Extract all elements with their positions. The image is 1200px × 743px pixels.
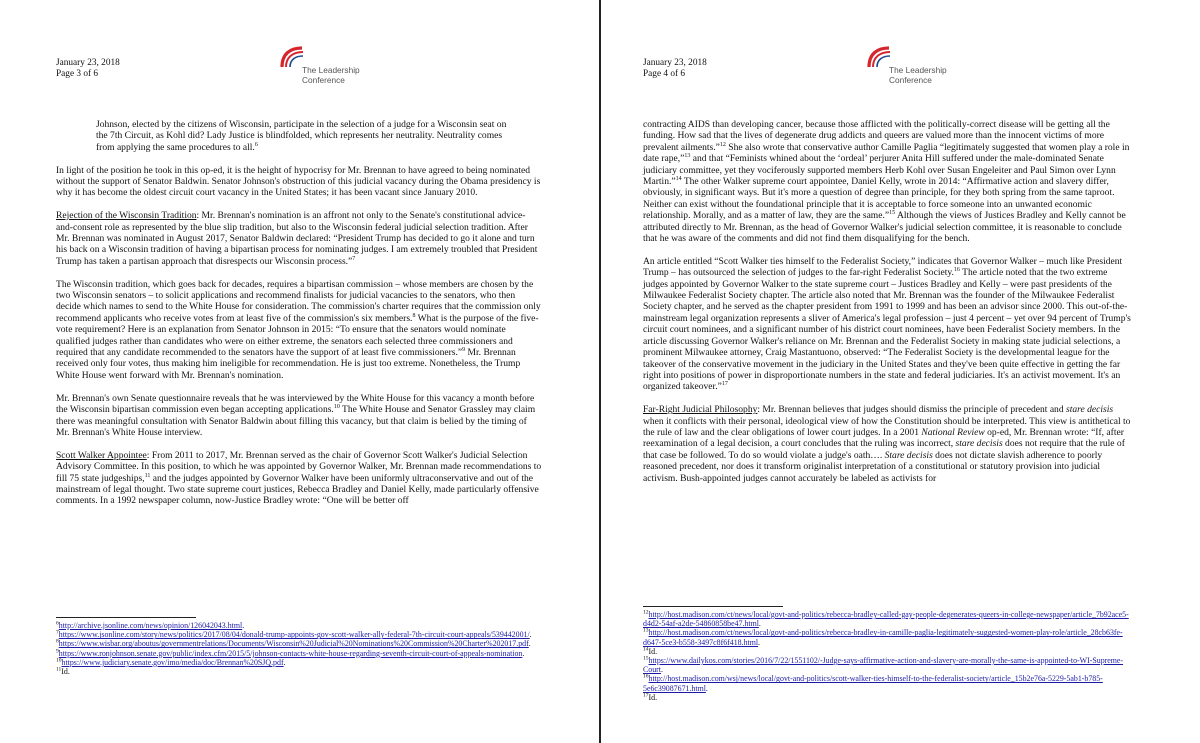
footnote-ref: 12 [719,141,726,148]
paragraph: Rejection of the Wisconsin Tradition: Mr. Brennan's nomination is an affront not only to the Senate's constitutional advice-and-consent role as represented by the blue slip tradition, but also to the Wisconsin federal judicial selection tradition. After Mr. Brennan was nominated in August 2017, Senator Baldwin declared: “President Trump has decided to go it alone and turn his back on a Wisconsin tradition of having a bipartisan process for nominating judges. I am extremely troubled that President Trump has taken a partisan approach that disrespects our Wisconsin process.”$^7$ [56,210,538,267]
page-divider [599,0,601,743]
logo-text [889,66,947,85]
page-body [643,119,1131,495]
footnote: $^{14}$Id. [643,646,658,656]
footnote-link[interactable]: https://www.dailykos.com/stories/2016/7/22/1551102/-Judge-says-affirmative-action-and-slavery-are-morally-the-same-is-appointed-to-WI-Supreme-Court [643,656,1124,675]
footnote-ref: 10 [333,403,340,410]
footnote-ref: 8 [412,312,416,319]
footnote-rule [56,617,196,618]
footnote-link[interactable]: https://www.judiciary.senate.gov/imo/media/doc/Brennan%20SJQ.pdf [61,657,284,667]
footnote: $^6$http://archive.jsonline.com/news/opinion/126042043.html. [56,620,245,630]
footnote-ref: 7 [352,255,356,262]
page-header [56,58,120,80]
footnote-link[interactable]: https://www.ronjohnson.senate.gov/public/index.cfm/2015/5/johnson-contacts-white-house-regarding-seventh-circuit-court-of-appeals-nomination [58,648,523,658]
header-date: January 23, 2018 [56,58,120,68]
paragraph: contracting AIDS than developing cancer, because those afflicted with the politically-correct disease will be getting all the funding. How sad that the lives of degenerate drug addicts and queers are valued more than the innocent victims of more prevalent ailments.”$^{12}$ She also wrote that conservative author Camille Paglia “legitimately suggested that women play a role in date rape,”$^{13}$ and that “Feminists whined about the ‘ordeal’ perjurer Anita Hill suffered under the male-dominated Senate judiciary committee, yet they vociferously supported members Herb Kohl over Susan Engeleiter and Paul Simon over Lynn Martin.”$^{14}$ The other Walker supreme court appointee, Daniel Kelly, wrote in 2014: “Affirmative action and slavery differ, obviously, in significant ways. But it's more a question of degree than principle, for they both spring from the same taproot. Neither can exist without the foundational principle that it is acceptable to force someone into an unwanted economic relationship. Morally, and as a matter of law, they are the same.”$^{15}$ Although the views of Justices Bradley and Kelly cannot be attributed directly to Mr. Brennan, as the head of Governor Walker's judicial selection committee, it is reasonable to conclude that he was aware of the comments and did not find them disqualifying for the bench. [643,119,1130,245]
document-page-4 [643,0,1131,743]
logo-line-2: Conference [889,74,932,85]
leadership-conference-logo [863,45,973,89]
footnote: $^7$https://www.jsonline.com/story/news/politics/2017/08/04/donald-trump-appoints-gov-scott-walker-ally-federal-7th-circuit-court-appeals/539442001/. [56,629,532,640]
footnote: $^{12}$http://host.madison.com/ct/news/local/govt-and-politics/rebecca-bradley-called-gay-people-degenerates-queers-in-college-newspaper/article_7b92ace5-d4d2-54af-a2de-54860858be47.html. [643,609,1129,629]
paragraph: Scott Walker Appointee: From 2011 to 2017, Mr. Brennan served as the chair of Governor Scott Walker's Judicial Selection Advisory Committee. In this position, to which he was appointed by Governor Walker, Mr. Brennan made recommendations to fill 75 state judgeships,$^{11}$ and the judges appointed by Governor Walker have been uniformly ultraconservative and out of the mainstream of legal thought. Two state supreme court justices, Rebecca Bradley and Daniel Kelly, made particularly offensive comments. In a 1992 newspaper column, now-Justice Bradley wrote: “One will be better off [56,449,542,507]
paragraph: Far-Right Judicial Philosophy: Mr. Brennan believes that judges should dismiss the principle of precedent and stare decisis when it conflicts with their personal, ideological view of how the Constitution should be interpreted. This view is antithetical to the rule of law and the clear obligations of lower court judges. In a 2001 National Review op-ed, Mr. Brennan wrote: “If, after reexamination of a legal decision, a court concludes that the ruling was incorrect, stare decisis does not require that the rule of that case be followed. To do so would violate a judge's oath…. Stare decisis does not dictate slavish adherence to poorly reasoned precedent, nor does it transform originalist interpretation of a constitutional or statutory provision into judicial activism. Bush-appointed judges cannot accurately be labeled as activists for [643,404,1131,484]
footnote: $^{11}$Id. [56,666,70,677]
footnote-ref: 11 [144,472,151,479]
footnote-link[interactable]: http://host.madison.com/wsj/news/local/govt-and-politics/scott-walker-ties-himself-to-the-federalist-society/article_15b2e76a-5229-5ab1-b785-5e6c39087671.html [643,674,1103,693]
footnote: $^{13}$http://host.madison.com/ct/news/local/govt-and-politics/rebecca-bradley-in-camille-paglia-legitimately-suggested-women-play-role/article_28cb63fe-d647-5ce3-b558-3497c8f6f418.html. [643,627,1123,647]
paragraph: The Wisconsin tradition, which goes back for decades, requires a bipartisan commission – whose members are chosen by the two Wisconsin senators – to solicit applications and recommend finalists for judicial vacancies to the senators, who then decide which names to send to the White House for consideration. The commission's charter requires that the commission only recommend applicants who receive votes from at least five of the commission's six members.$^8$ What is the purpose of the five-vote requirement? Here is an explanation from Senator Johnson in 2015: “To ensure that the senators would nominate qualified judges rather than candidates who were on either extreme, the senators each selected three commissioners and required that any candidate recommended to the senators have the support of at least five commissioners.”$^9$ Mr. Brennan received only four votes, thus making him ineligible for recommendation. He is just too extreme. Nonetheless, the Trump White House went forward with Mr. Brennan's nomination. [56,278,541,381]
paragraph: Mr. Brennan's own Senate questionnaire reveals that he was interviewed by the White House for this vacancy a month before the Wisconsin bipartisan commission even began accepting applications.$^{10}$ The White House and Senator Grassley may claim there was meaningful consultation with Senator Baldwin about filling this vacancy, but that claim is belied by the timing of Mr. Brennan's White House interview. [56,392,536,438]
footnote-ref: 6 [254,141,258,148]
footnote-ref: 14 [675,175,682,182]
footnote-link[interactable]: https://www.wisbar.org/aboutus/governmentrelations/Documents/Wisconsin%20Judicial%20Nominations%20Commission%20Charter%202017.pdf [58,639,529,649]
footnote-ref: 13 [684,153,691,160]
footnote: $^{10}$https://www.judiciary.senate.gov/imo/media/doc/Brennan%20SJQ.pdf. [56,657,286,667]
footnote: $^8$https://www.wisbar.org/aboutus/governmentrelations/Documents/Wisconsin%20Judicial%20Nominations%20Commission%20Charter%202017.pdf. [56,638,531,649]
footnote-ref: 16 [953,267,960,274]
footnote-link[interactable]: http://host.madison.com/ct/news/local/govt-and-politics/rebecca-bradley-in-camille-paglia-legitimately-suggested-women-play-role/article_28cb63fe-d647-5ce3-b558-3497c8f6f418.html [643,628,1123,647]
footnotes [643,610,1131,702]
footnote-ref: 9 [462,346,466,353]
section-heading: Rejection of the Wisconsin Tradition [56,210,197,222]
logo-line-1: The Leadership [302,65,360,75]
footnote-ref: 17 [721,381,728,388]
section-heading: Scott Walker Appointee [56,449,147,461]
paragraph: An article entitled “Scott Walker ties himself to the Federalist Society,” indicates that Governor Walker – much like President Trump – has outsourced the selection of judges to the far-right Federalist Society.$^{16}$ The article noted that the two extreme judges appointed by Governor Walker to the state supreme court – Justices Bradley and Kelly – were past presidents of the Milwaukee Federalist Society chapter. The article also noted that Mr. Brennan was the founder of the Milwaukee Federalist Society chapter, and he served as the chapter president from 1991 to 1999 and has been an advisor since 2000. This out-of-the-mainstream legal organization represents a sliver of America's legal profession – just 4 percent – yet over 94 percent of Trump's circuit court nominees, and a significant number of his district court nominees, have been Federalist Society members. In the article discussing Governor Walker's reliance on Mr. Brennan and the Federalist Society in making state judicial selections, a prominent Milwaukee attorney, Craig Mastantuono, observed: “The Federalist Society is the developmental league for the takeover of the conservative movement in the judiciary in the United States and they've been quite effective in getting the far right into positions of power in disproportionate numbers in the state and federal judiciaries. It's an activist movement. It's an organized takeover.”$^{17}$ [643,255,1131,393]
document-page-3 [56,0,542,743]
logo-text [302,66,360,85]
logo-line-2: Conference [302,74,345,85]
footnote: $^{16}$http://host.madison.com/wsj/news/local/govt-and-politics/scott-walker-ties-himself-to-the-federalist-society/article_15b2e76a-5229-5ab1-b785-5e6c39087671.html. [643,673,1103,693]
footnote: $^{17}$Id. [643,692,658,702]
page-body [56,119,542,518]
footnote: $^{15}$https://www.dailykos.com/stories/2016/7/22/1551102/-Judge-says-affirmative-action-and-slavery-are-morally-the-same-is-appointed-to-WI-Supreme-Court. [643,655,1124,675]
footnote-rule [643,606,783,607]
footnote-link[interactable]: https://www.jsonline.com/story/news/politics/2017/08/04/donald-trump-appoints-gov-scott-walker-ally-federal-7th-circuit-court-appeals/539442001/ [58,630,530,640]
leadership-conference-logo [276,45,386,89]
footnote: $^9$https://www.ronjohnson.senate.gov/public/index.cfm/2015/5/johnson-contacts-white-house-regarding-seventh-circuit-court-of-appeals-nomination. [56,647,525,658]
paragraph: In light of the position he took in this op-ed, it is the height of hypocrisy for Mr. Brennan to have agreed to being nominated without the support of Senator Baldwin. Senator Johnson's obstruction of this judicial vacancy during the Obama presidency is why it has become the oldest circuit court vacancy in the United States; it has been vacant since January 2010. [56,164,541,199]
header-date: January 23, 2018 [643,58,707,68]
logo-line-1: The Leadership [889,65,947,75]
page-header [643,58,707,80]
section-heading: Far-Right Judicial Philosophy [643,404,758,416]
footnotes [56,621,542,676]
footnote-link[interactable]: http://archive.jsonline.com/news/opinion/126042043.html [58,621,243,630]
footnote-ref: 15 [889,210,896,217]
block-quote: Johnson, elected by the citizens of Wisconsin, participate in the selection of a judge for a Wisconsin seat on the 7th Circuit, as Kohl did? Lady Justice is blindfolded, which represents her neutrality. Neutrality comes from applying the same procedures to all.$^6$ [96,119,507,153]
footnote-link[interactable]: http://host.madison.com/ct/news/local/govt-and-politics/rebecca-bradley-called-gay-people-degenerates-queers-in-college-newspaper/article_7b92ace5-d4d2-54af-a2de-54860858be47.html [643,610,1129,629]
header-page-number: Page 3 of 6 [56,69,99,79]
header-page-number: Page 4 of 6 [643,69,686,79]
